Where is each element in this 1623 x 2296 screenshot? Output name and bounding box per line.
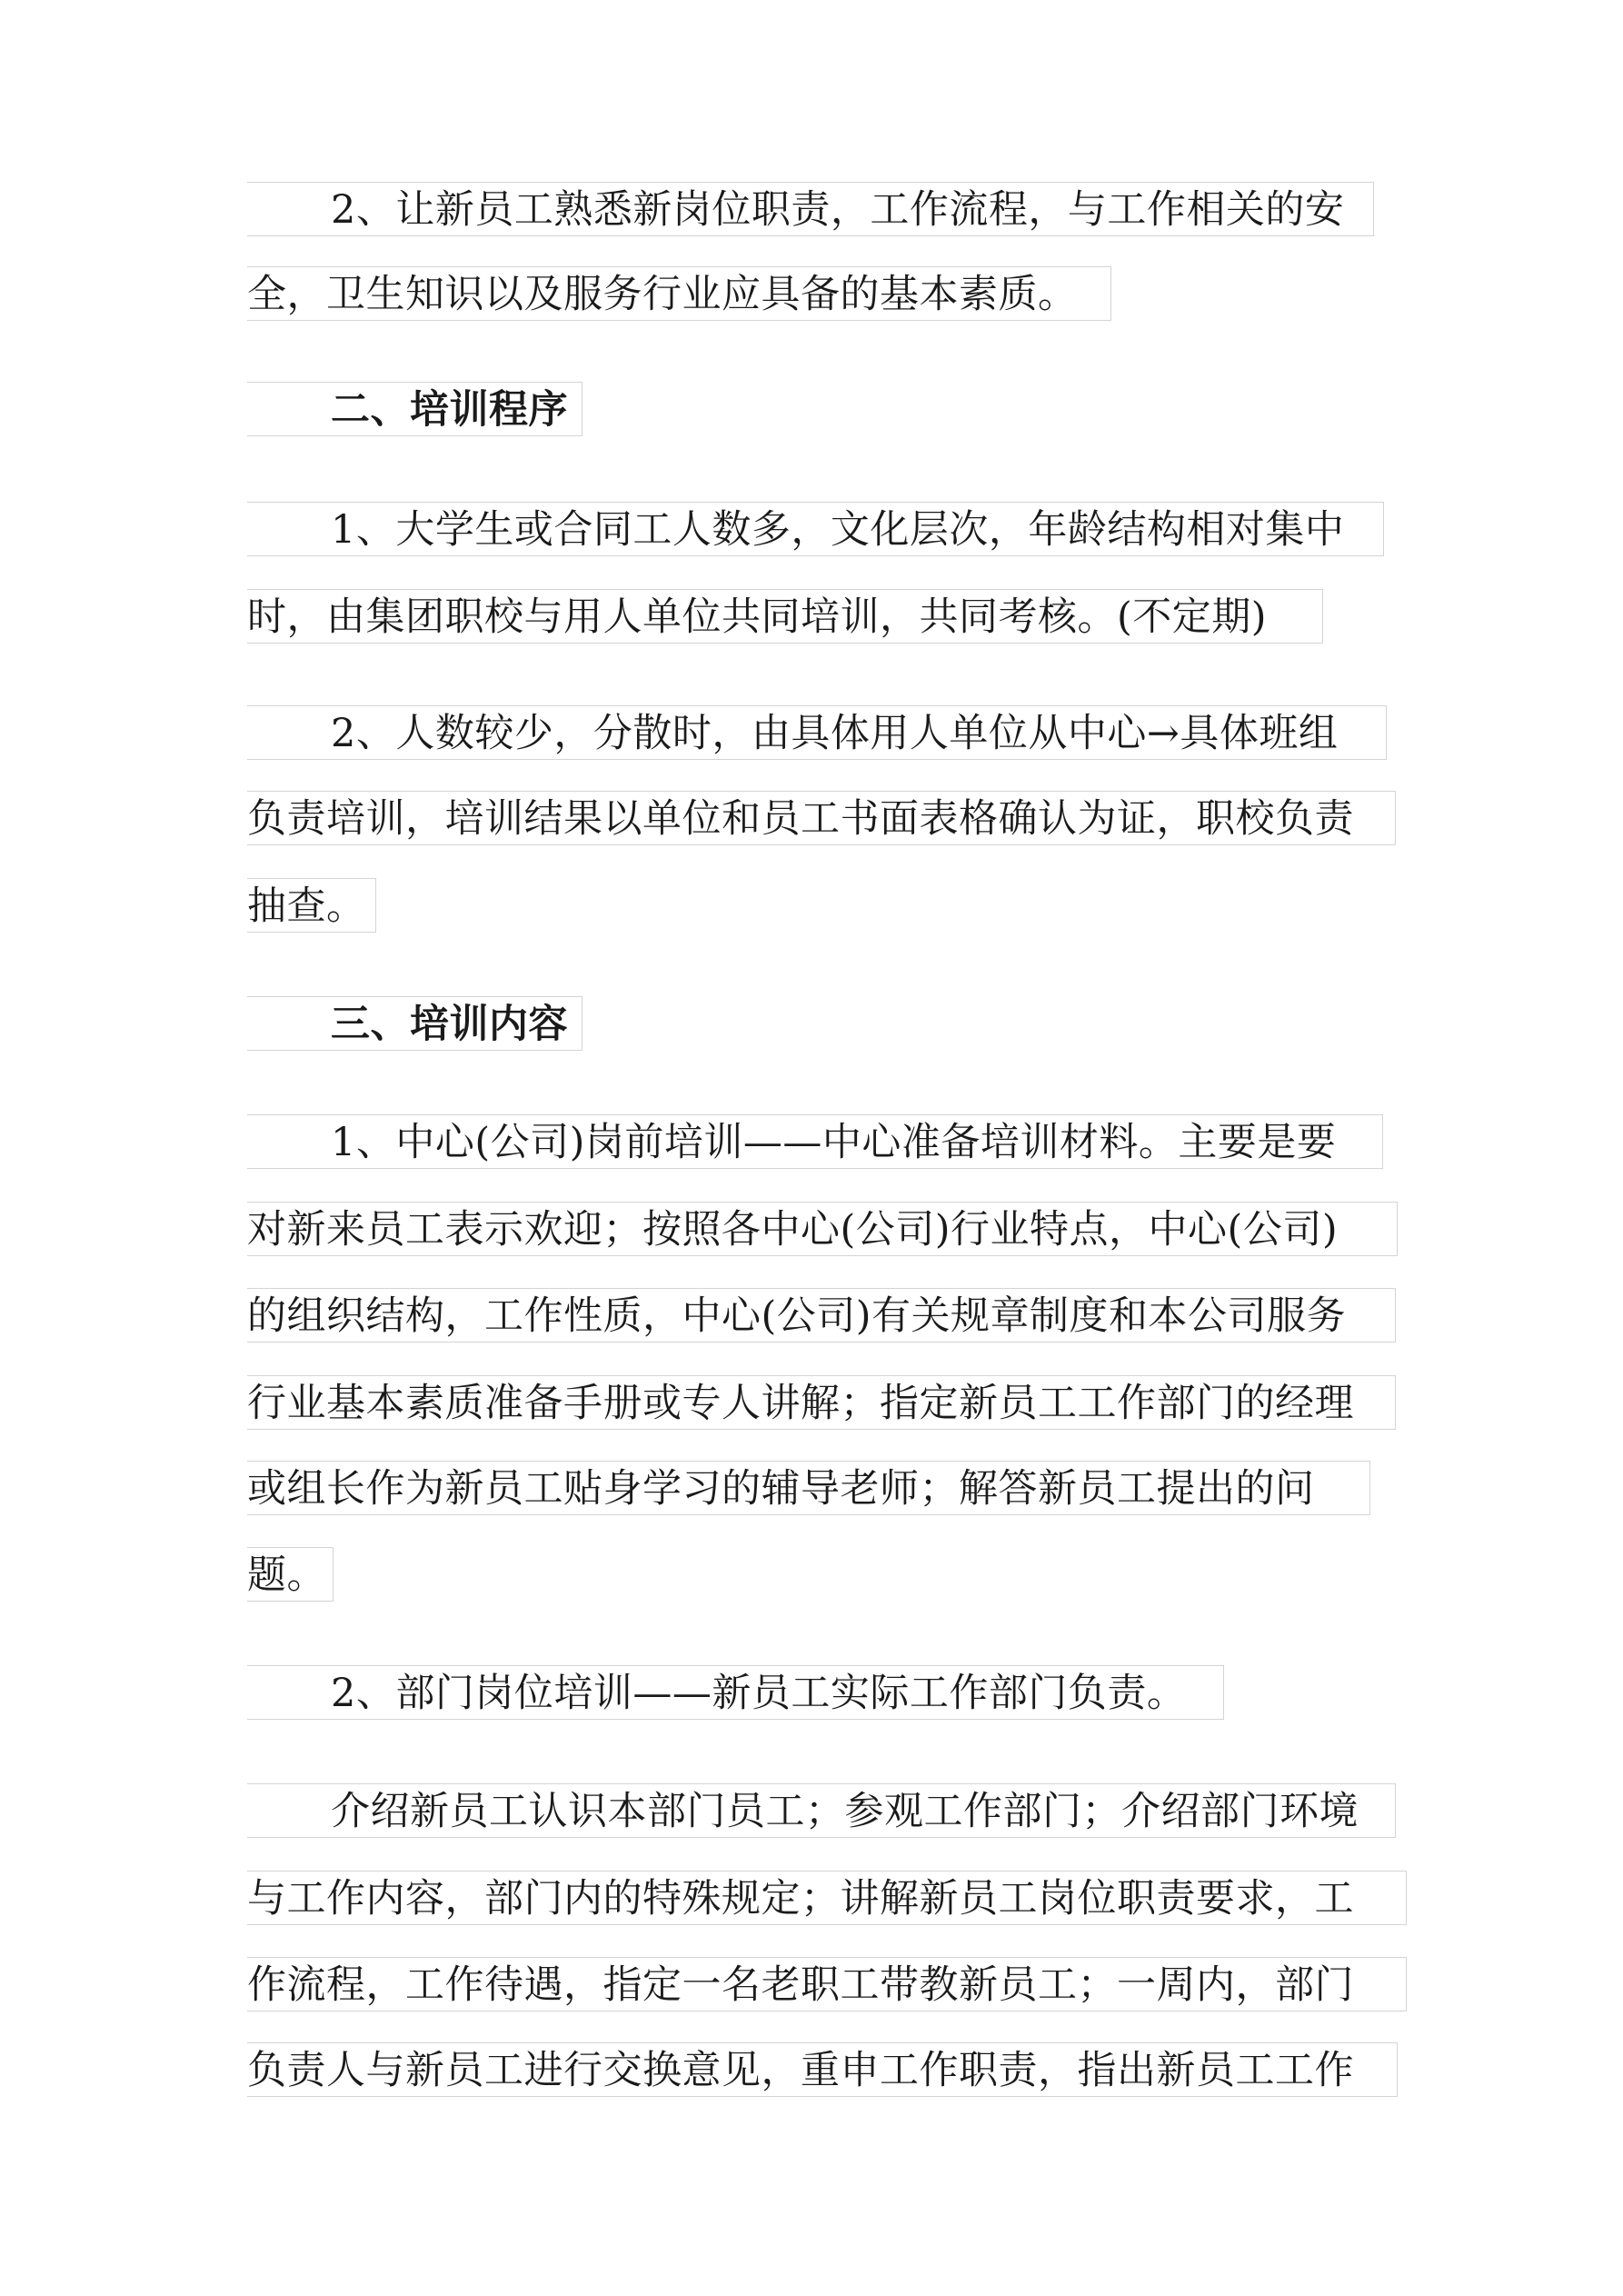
paragraph-line: 的组织结构，工作性质，中心(公司)有关规章制度和本公司服务 (247, 1288, 1396, 1343)
paragraph-line: 对新来员工表示欢迎；按照各中心(公司)行业特点，中心(公司) (247, 1202, 1398, 1256)
paragraph-line: 与工作内容，部门内的特殊规定；讲解新员工岗位职责要求，工 (247, 1871, 1407, 1925)
paragraph-line: 时，由集团职校与用人单位共同培训，共同考核。(不定期) (247, 589, 1323, 644)
paragraph-line: 行业基本素质准备手册或专人讲解；指定新员工工作部门的经理 (247, 1375, 1396, 1430)
paragraph-line: 1、大学生或合同工人数多，文化层次，年龄结构相对集中 (247, 502, 1384, 556)
paragraph-line: 介绍新员工认识本部门员工；参观工作部门；介绍部门环境 (247, 1783, 1396, 1838)
paragraph-line: 2、部门岗位培训——新员工实际工作部门负责。 (247, 1665, 1224, 1720)
paragraph-line: 负责培训，培训结果以单位和员工书面表格确认为证，职校负责 (247, 791, 1396, 845)
section-heading: 三、培训内容 (247, 996, 582, 1051)
section-heading: 二、培训程序 (247, 382, 582, 436)
paragraph-line: 作流程，工作待遇，指定一名老职工带教新员工；一周内，部门 (247, 1957, 1407, 2011)
paragraph-line: 2、人数较少，分散时，由具体用人单位从中心→具体班组 (247, 705, 1387, 760)
paragraph-line: 1、中心(公司)岗前培训——中心准备培训材料。主要是要 (247, 1114, 1383, 1169)
paragraph-line: 2、让新员工熟悉新岗位职责，工作流程，与工作相关的安 (247, 182, 1374, 236)
paragraph-line: 或组长作为新员工贴身学习的辅导老师；解答新员工提出的问 (247, 1461, 1370, 1515)
paragraph-line: 题。 (247, 1547, 334, 1602)
paragraph-line: 全，卫生知识以及服务行业应具备的基本素质。 (247, 266, 1111, 321)
paragraph-line: 负责人与新员工进行交换意见，重申工作职责，指出新员工工作 (247, 2042, 1398, 2097)
paragraph-line: 抽查。 (247, 878, 376, 933)
